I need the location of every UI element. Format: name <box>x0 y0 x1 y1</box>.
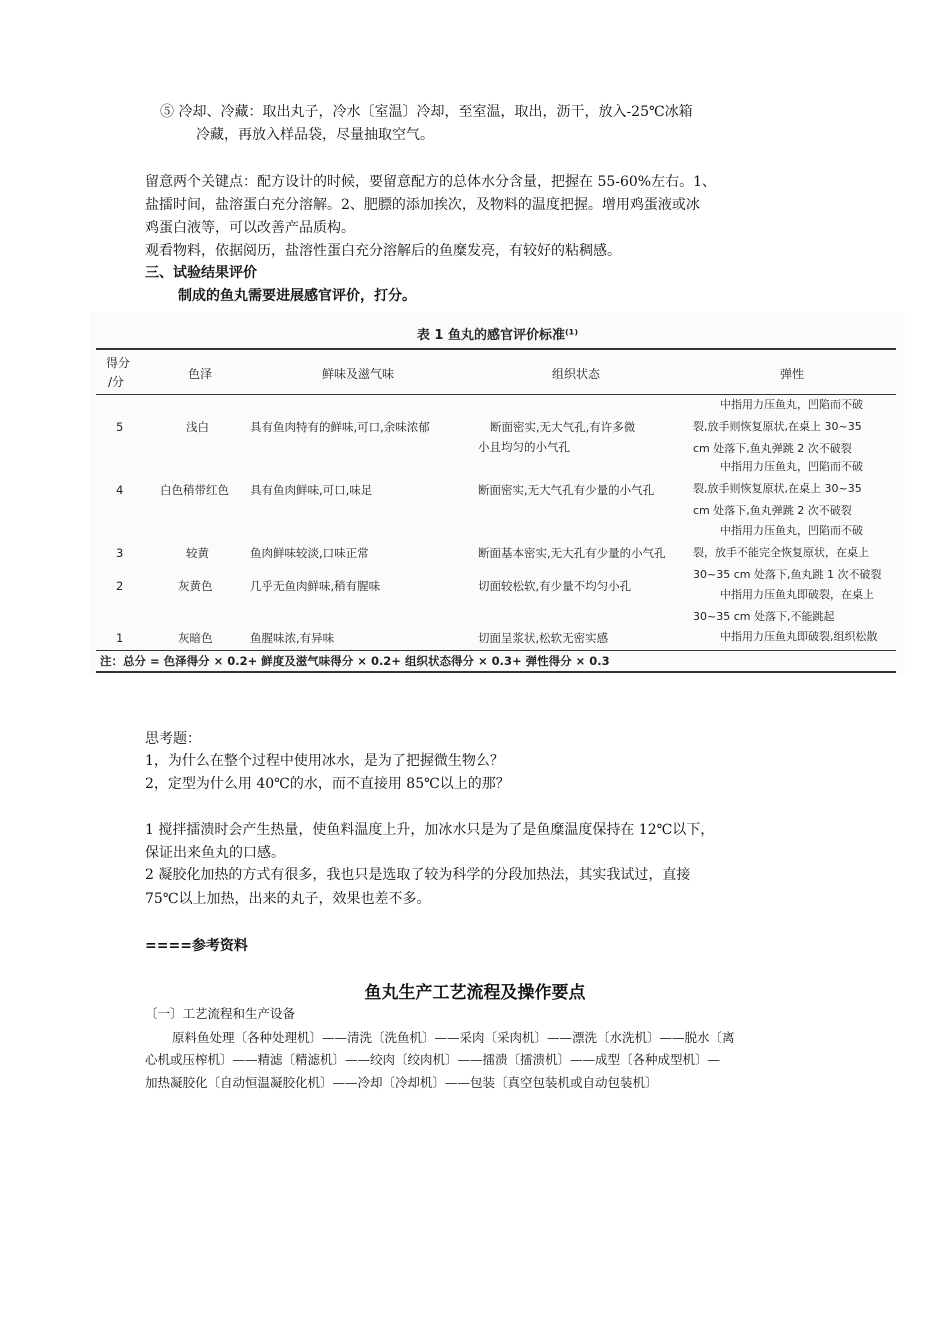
section3-subline: 制成的鱼丸需要进展感官评价，打分。 <box>178 288 416 304</box>
flow-line3: 加热凝胶化〔自动恒温凝胶化机〕——冷却〔冷却机〕——包装〔真空包装机或自动包装机〕 <box>145 1075 658 1090</box>
row-color: 灰黄色 <box>178 579 213 593</box>
elasticity-line: 中指用力压鱼丸，凹陷而不破 <box>720 460 863 473</box>
table-note: 注：总分 = 色泽得分 × 0.2+ 鲜度及滋气味得分 × 0.2+ 组织状态得分 × 0.3+ 弹性得分 × 0.3 <box>100 654 610 668</box>
row-texture-cont: 小且均匀的小气孔 <box>478 440 570 454</box>
row-flavor: 具有鱼肉鲜味,可口,味足 <box>250 483 373 497</box>
header-elasticity: 弹性 <box>780 367 805 381</box>
header-texture: 组织状态 <box>552 367 601 381</box>
row-score: 5 <box>116 420 124 434</box>
header-color: 色泽 <box>188 367 213 381</box>
row-color: 较黄 <box>186 546 209 560</box>
row-texture: 断面密实,无大气孔,有许多微 <box>490 420 636 434</box>
sensory-evaluation-table <box>90 312 905 674</box>
row-color: 灰暗色 <box>178 631 213 645</box>
flow-line2: 心机或压榨机〕——精滤〔精滤机〕——绞肉〔绞肉机〕——擂溃〔擂溃机〕——成型〔各种成型机〕— <box>145 1052 721 1067</box>
question-2: 2，定型为什么用 40℃的水，而不直接用 85℃以上的那？ <box>145 776 510 792</box>
row-texture: 断面基本密实,无大孔有少量的小气孔 <box>478 546 666 560</box>
row-color: 白色稍带红色 <box>160 483 229 497</box>
elasticity-line: 中指用力压鱼丸即破裂,组织松散 <box>720 630 878 643</box>
step5-line1: ⑤ 冷却、冷藏：取出丸子，冷水〔室温〕冷却，至室温，取出，沥干，放入-25℃冰箱 <box>160 104 693 120</box>
elasticity-line: 30~35 cm 处落下,鱼丸跳 1 次不破裂 <box>693 568 882 581</box>
section3-heading: 三、试验结果评价 <box>145 265 257 281</box>
question-1: 1，为什么在整个过程中使用冰水，是为了把握微生物么？ <box>145 753 504 769</box>
table-bottom-rule <box>96 671 896 673</box>
row-texture: 切面呈浆状,松软无密实感 <box>478 631 609 645</box>
answer-1-line1: 1 搅拌擂溃时会产生热量，使鱼料温度上升，加冰水只是为了是鱼糜温度保持在 12℃以下， <box>145 822 715 838</box>
elasticity-line: 裂,放手则恢复原状,在桌上 30~35 <box>693 420 862 433</box>
reference-title: 鱼丸生产工艺流程及操作要点 <box>364 983 586 1003</box>
reference-sub: 〔一〕工艺流程和生产设备 <box>145 1006 296 1021</box>
table-top-rule <box>96 348 896 350</box>
row-flavor: 鱼腥味浓,有异味 <box>250 631 335 645</box>
notes-line1: 留意两个关键点：配方设计的时候，要留意配方的总体水分含量，把握在 55-60%左右。1、 <box>145 174 717 190</box>
notes-line4: 观看物料，依据阅历，盐溶性蛋白充分溶解后的鱼糜发亮，有较好的粘稠感。 <box>145 243 621 259</box>
row-flavor: 具有鱼肉特有的鲜味,可口,余味浓郁 <box>250 420 430 434</box>
elasticity-line: 30~35 cm 处落下,不能跳起 <box>693 610 835 623</box>
notes-line3: 鸡蛋白液等，可以改善产品质构。 <box>145 220 355 236</box>
flow-line1: 原料鱼处理〔各种处理机〕——清洗〔洗鱼机〕——采肉〔采肉机〕——漂洗〔水洗机〕——脱水〔离 <box>172 1030 735 1045</box>
table-note-rule <box>96 650 896 651</box>
elasticity-line: cm 处落下,鱼丸弹跳 2 次不破裂 <box>693 504 852 517</box>
elasticity-line: 裂,放手则恢复原状,在桌上 30~35 <box>693 482 862 495</box>
table-caption: 表 1 鱼丸的感官评价标准⁽¹⁾ <box>416 328 579 343</box>
elasticity-line: 裂，放手不能完全恢复原状，在桌上 <box>693 546 869 559</box>
answer-1-line2: 保证出来鱼丸的口感。 <box>145 845 285 861</box>
header-score-unit: /分 <box>108 375 125 389</box>
step5-line2: 冷藏，再放入样品袋，尽量抽取空气。 <box>196 127 434 143</box>
elasticity-line: 中指用力压鱼丸即破裂，在桌上 <box>720 588 874 601</box>
row-flavor: 鱼肉鲜味较淡,口味正常 <box>250 546 369 560</box>
elasticity-line: 中指用力压鱼丸，凹陷而不破 <box>720 524 863 537</box>
header-score: 得分 <box>106 356 131 370</box>
row-score: 2 <box>116 579 124 593</box>
header-flavor: 鲜味及滋气味 <box>322 367 395 381</box>
elasticity-line: cm 处落下,鱼丸弹跳 2 次不破裂 <box>693 442 852 455</box>
row-texture: 切面较松软,有少量不均匀小孔 <box>478 579 632 593</box>
row-score: 1 <box>116 631 124 645</box>
row-color: 浅白 <box>186 420 209 434</box>
row-score: 4 <box>116 483 124 497</box>
answer-2-line2: 75℃以上加热，出来的丸子，效果也差不多。 <box>145 891 431 907</box>
notes-line2: 盐擂时间，盐溶蛋白充分溶解。2、肥膘的添加挨次，及物料的温度把握。增用鸡蛋液或冰 <box>145 197 700 213</box>
row-texture: 断面密实,无大气孔有少量的小气孔 <box>478 483 655 497</box>
questions-heading: 思考题： <box>145 731 201 747</box>
reference-heading: ====参考资料 <box>145 938 248 954</box>
row-flavor: 几乎无鱼肉鲜味,稍有腥味 <box>250 579 381 593</box>
answer-2-line1: 2 凝胶化加热的方式有很多，我也只是选取了较为科学的分段加热法，其实我试过，直接 <box>145 867 691 883</box>
row-score: 3 <box>116 546 124 560</box>
elasticity-line: 中指用力压鱼丸，凹陷而不破 <box>720 398 863 411</box>
